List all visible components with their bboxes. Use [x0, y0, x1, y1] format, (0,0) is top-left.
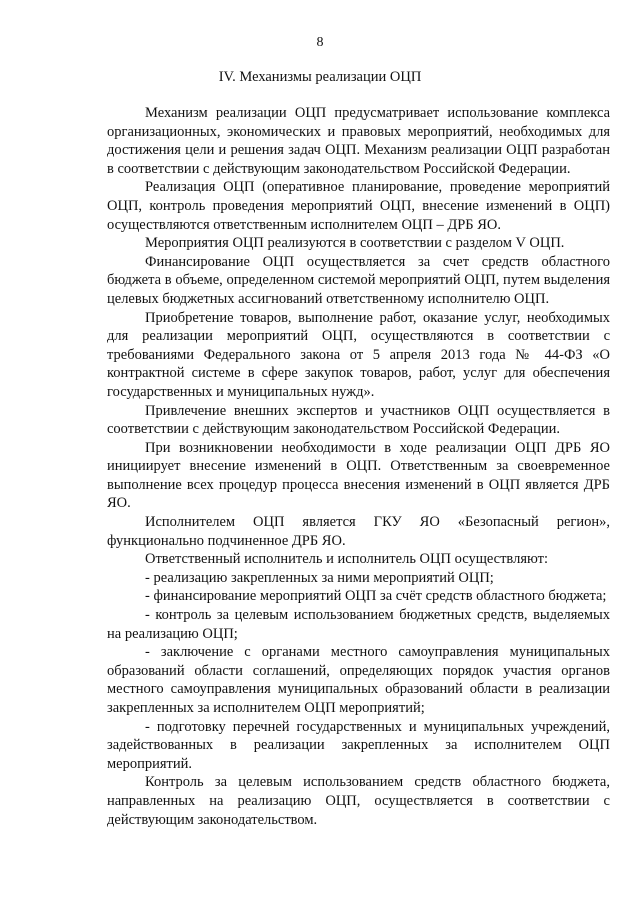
section-heading: IV. Механизмы реализации ОЦП: [218, 69, 422, 85]
paragraph-procurement: Приобретение товаров, выполнение работ, оказание услуг, необходимых для реализации мероприятий ОЦП, осуществляются в соответствии с требованиями Федерального закона от 5 апреля 2013 года № 44-ФЗ «О контрактной системе в сфере закупок товаров, работ, услуг для обеспечения государственных и муниципальных нужд».: [107, 309, 610, 400]
paragraph-experts: Привлечение внешних экспертов и участников ОЦП осуществляется в соответствии с действующим законодательством Российской Федерации.: [107, 402, 610, 438]
list-item-duty-1: - реализацию закрепленных за ними мероприятий ОЦП;: [145, 569, 494, 586]
paragraph-activities: Мероприятия ОЦП реализуются в соответствии с разделом V ОЦП.: [145, 235, 565, 252]
paragraph-changes: При возникновении необходимости в ходе реализации ОЦП ДРБ ЯО инициирует внесение изменений в ОЦП. Ответственным за своевременное выполнение всех процедур процесса внесения изменений в ОЦП является ДРБ ЯО.: [107, 439, 610, 512]
paragraph-duties-intro: Ответственный исполнитель и исполнитель ОЦП осуществляют:: [145, 551, 548, 568]
page-number: 8: [316, 35, 324, 50]
paragraph-mechanism: Механизм реализации ОЦП предусматривает использование комплекса организационных, экономических и правовых мероприятий, необходимых для достижения цели и решения задач ОЦП. Механизм реализации ОЦП разработан в соответствии с действующим законодательством Российской Федерации.: [107, 105, 610, 177]
list-item-duty-4: - заключение с органами местного самоуправления муниципальных образований области соглашений, определяющих порядок участия органов местного самоуправления муниципальных образований области в реализации закрепленных за исполнителем ОЦП мероприятий;: [107, 644, 610, 716]
list-item-duty-2: - финансирование мероприятий ОЦП за счёт средств областного бюджета;: [145, 588, 607, 605]
paragraph-implementation: Реализация ОЦП (оперативное планирование, проведение мероприятий ОЦП, контроль проведения мероприятий ОЦП, внесение изменений в ОЦП) осуществляются ответственным исполнителем ОЦП – ДРБ ЯО.: [107, 179, 610, 233]
list-item-duty-5: - подготовку перечней государственных и муниципальных учреждений, задействованных в реализации закрепленных за исполнителем ОЦП мероприятий.: [107, 718, 610, 772]
list-item-duty-3: - контроль за целевым использованием бюджетных средств, выделяемых на реализацию ОЦП;: [107, 607, 610, 642]
paragraph-executor: Исполнителем ОЦП является ГКУ ЯО «Безопасный регион», функционально подчиненное ДРБ ЯО.: [107, 514, 610, 549]
paragraph-control: Контроль за целевым использованием средств областного бюджета, направленных на реализацию ОЦП, осуществляется в соответствии с действующим законодательством.: [107, 774, 610, 828]
paragraph-financing: Финансирование ОЦП осуществляется за счет средств областного бюджета в объеме, определенном системой мероприятий ОЦП, путем выделения целевых бюджетных ассигнований ответственному исполнителю ОЦП.: [107, 253, 610, 307]
section-body: [107, 104, 610, 829]
